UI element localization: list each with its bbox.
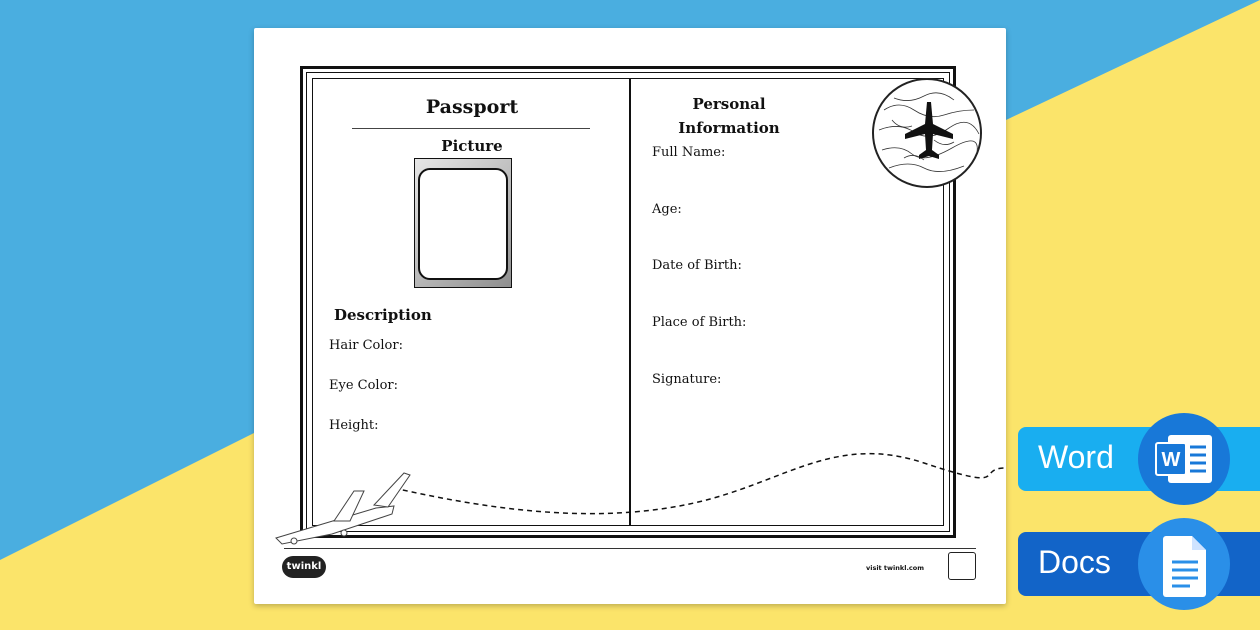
photo-box: [418, 168, 508, 280]
height-field: Height:: [329, 418, 379, 433]
hair-color-field: Hair Color:: [329, 338, 403, 353]
docs-icon: [1138, 518, 1230, 610]
svg-text:W: W: [1161, 449, 1181, 471]
globe-stamp-icon: [872, 78, 982, 188]
word-label: Word: [1038, 439, 1114, 475]
full-name-field: Full Name:: [652, 145, 726, 160]
place-of-birth-field: Place of Birth:: [652, 315, 747, 330]
flight-path-illustration: [274, 433, 1009, 548]
passport-worksheet: [254, 28, 1006, 604]
personal-information-label: [664, 92, 794, 140]
footer-rule: [284, 548, 976, 549]
docs-format-button[interactable]: [1018, 532, 1260, 596]
title-underline: [352, 128, 590, 129]
worksheet-title: Passport: [425, 96, 519, 118]
description-label: Description: [334, 306, 432, 324]
signature-field: Signature:: [652, 372, 722, 387]
age-field: Age:: [652, 202, 682, 217]
airplane-icon: [905, 102, 953, 159]
word-icon: [1138, 413, 1230, 505]
personal-label-line1: Personal: [692, 95, 766, 113]
date-of-birth-field: Date of Birth:: [652, 258, 742, 273]
personal-label-line2: Information: [678, 119, 780, 137]
footer-visit-link[interactable]: visit twinkl.com: [866, 564, 925, 572]
twinkl-badge-icon: [948, 552, 976, 580]
word-format-button[interactable]: [1018, 427, 1260, 491]
eye-color-field: Eye Color:: [329, 378, 399, 393]
picture-label: Picture: [441, 137, 503, 155]
twinkl-logo: twinkl: [282, 556, 326, 578]
docs-label: Docs: [1038, 544, 1111, 580]
